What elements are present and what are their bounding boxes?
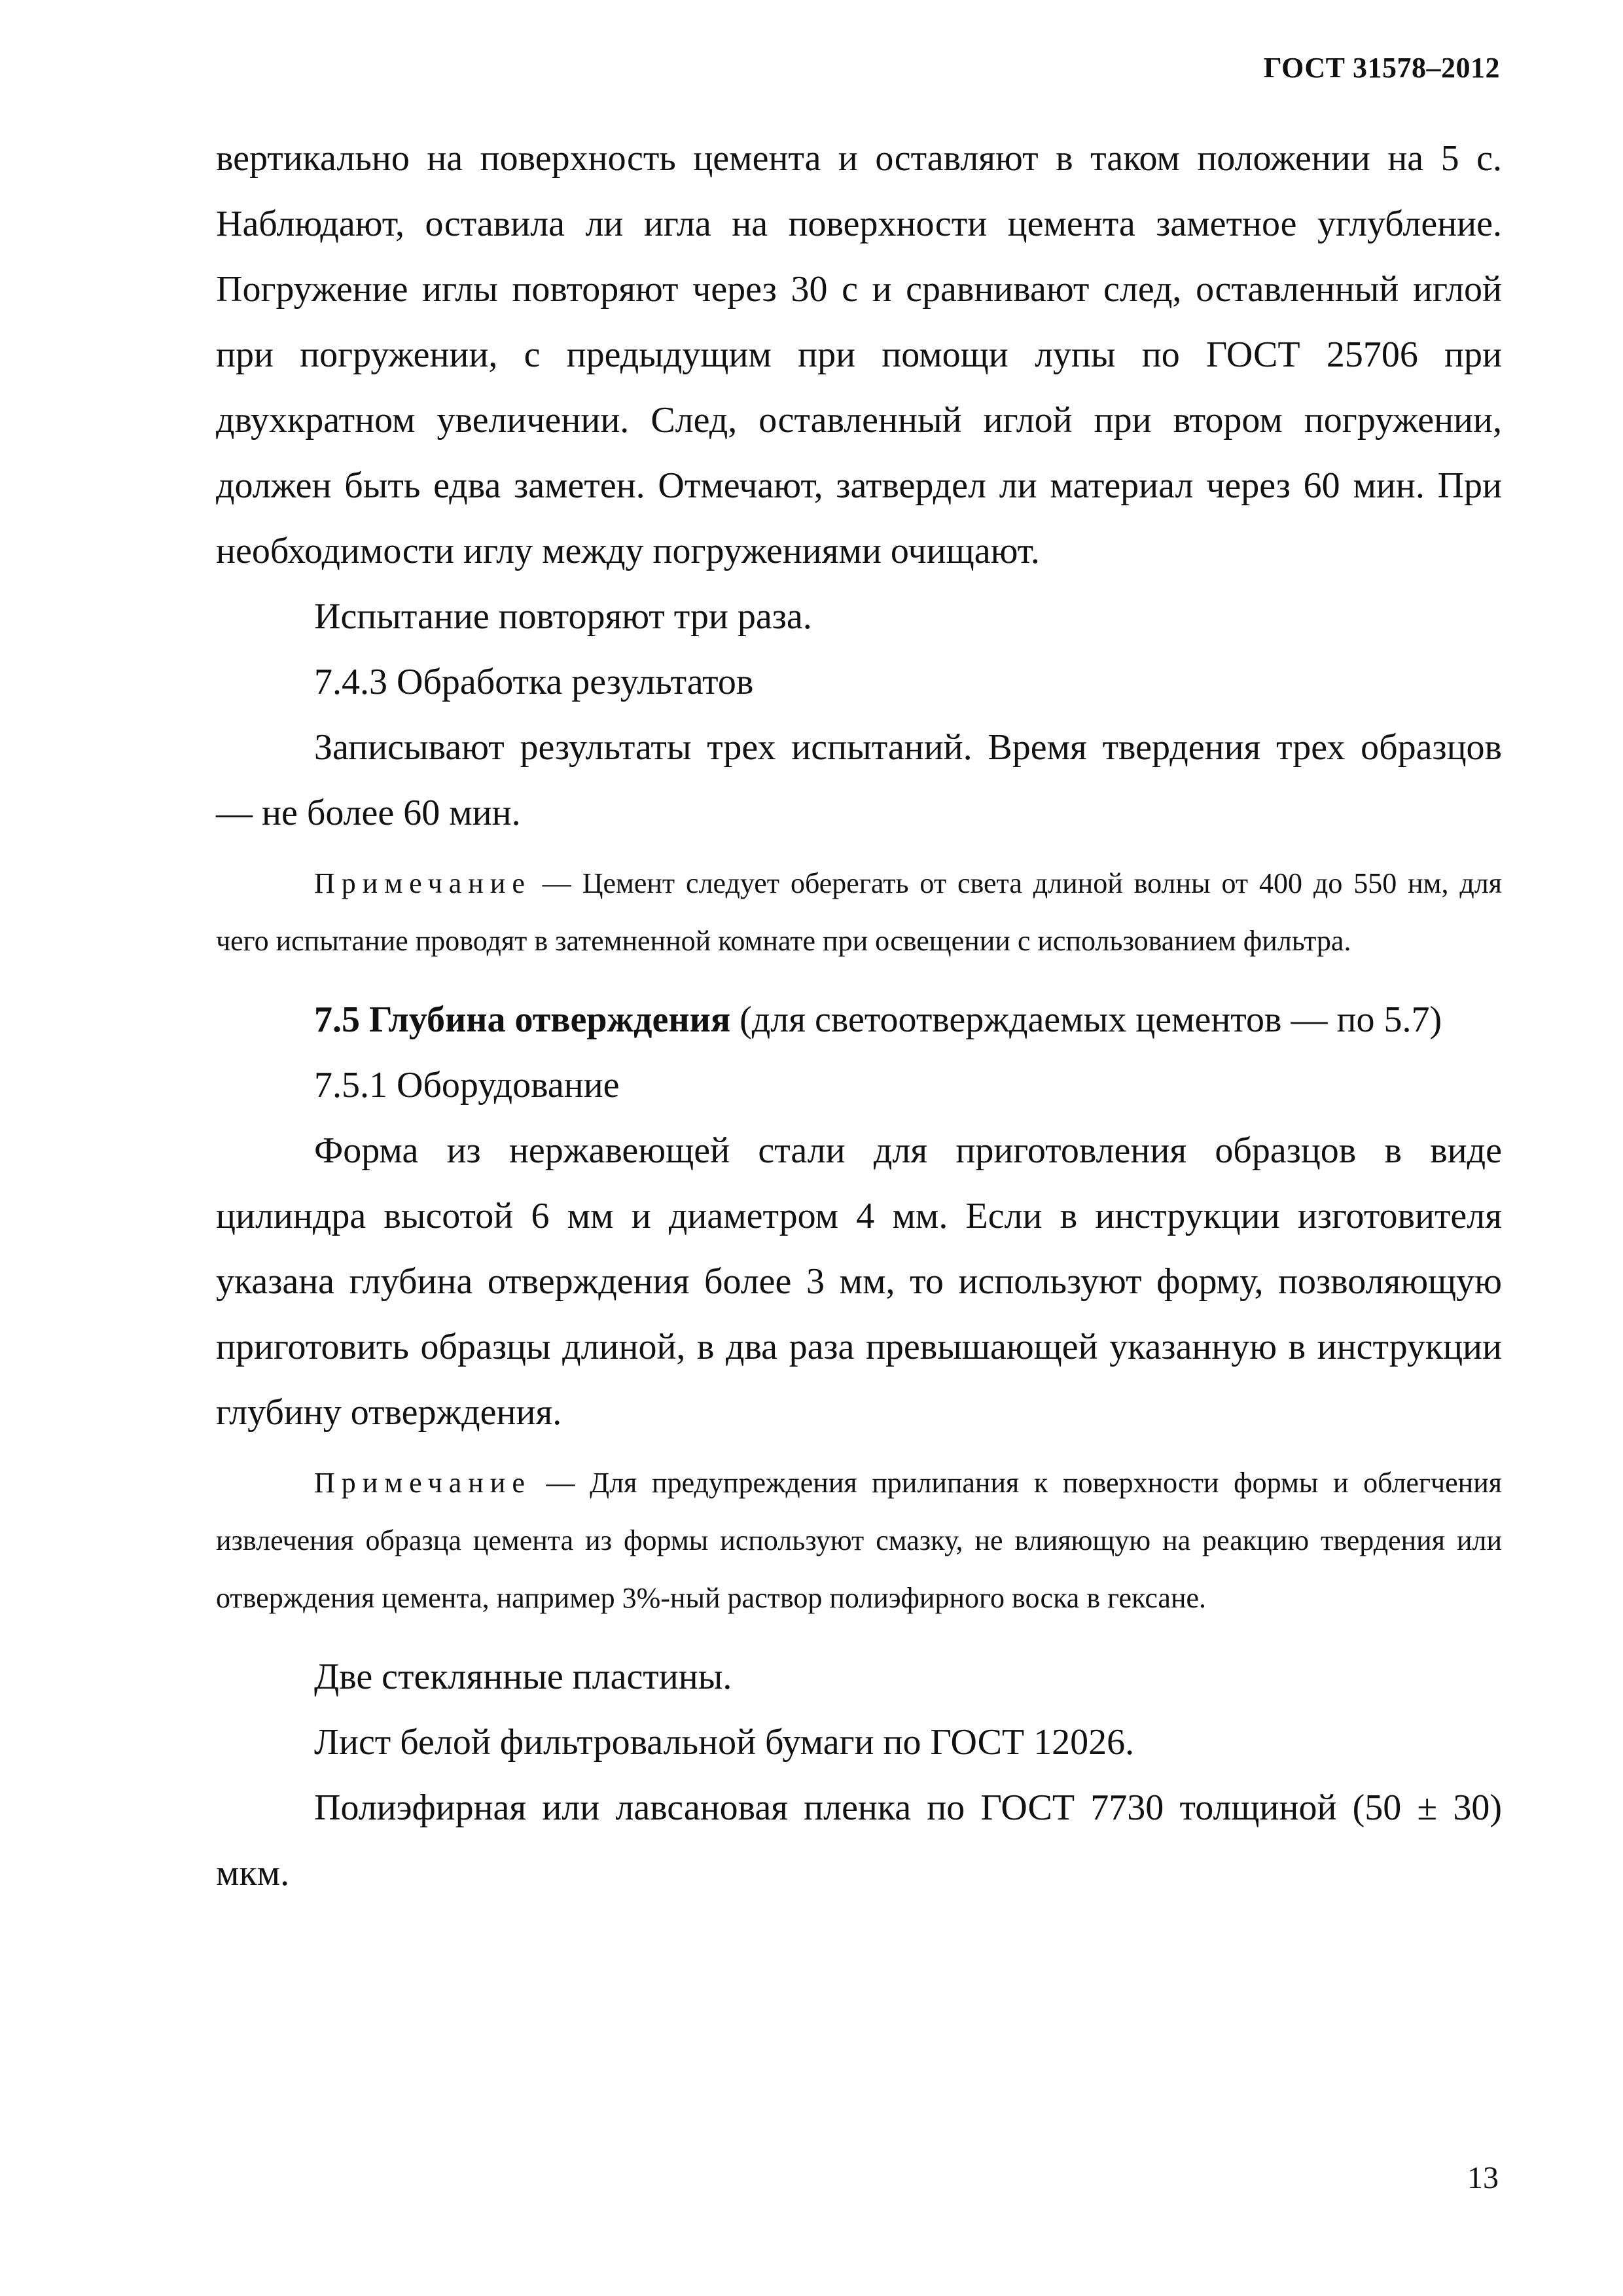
- section-heading-7-5-1: 7.5.1 Оборудование: [314, 1065, 620, 1105]
- note-text: — Цемент следует оберегать от света длиной волны от 400 до 550 нм, для чего испытание проводят в затемненной комнате при освещении с использованием фильтра.: [216, 867, 1502, 957]
- paragraph-polyester-film: Полиэфирная или лавсановая пленка по ГОСТ 7730 толщиной (50 ± 30) мкм.: [216, 1787, 1502, 1893]
- paragraph-steel-mold: Форма из нержавеющей стали для приготовления образцов в виде цилиндра высотой 6 мм и диаметром 4 мм. Если в инструкции изготовителя указана глубина отверждения более 3 мм, то используют форму, позволяющую приготовить образцы длиной, в два раза превышающей указанную в инструкции глубину отверждения.: [216, 1130, 1502, 1433]
- paragraph-needle-procedure: вертикально на поверхность цемента и оставляют в таком положении на 5 с. Наблюдают, оставила ли игла на поверхности цемента заметное углубление. Погружение иглы повторяют через 30 с и сравнивают след, оставленный иглой при погружении, с предыдущим при помощи лупы по ГОСТ 25706 при двухкратном увеличении. След, оставленный иглой при втором погружении, должен быть едва заметен. Отмечают, затвердел ли материал через 60 мин. При необходимости иглу между погружениями очищают.: [216, 138, 1502, 571]
- note-light-protection: [216, 855, 1502, 970]
- paragraph-filter-paper: Лист белой фильтровальной бумаги по ГОСТ 12026.: [314, 1722, 1135, 1763]
- note-lubricant: [216, 1454, 1502, 1627]
- note-text: — Для предупреждения прилипания к поверхности формы и облегчения извлечения образца цемента из формы используют смазку, не влияющую на реакцию твердения или отверждения цемента, например 3%-ный раствор полиэфирного воска в гексане.: [216, 1467, 1502, 1614]
- paragraph-repeat-test: Испытание повторяют три раза.: [314, 596, 812, 637]
- section-heading-7-4-3: 7.4.3 Обработка результатов: [314, 662, 754, 702]
- document-body: [216, 126, 1502, 1906]
- section-title-rest: (для светоотверждаемых цементов — по 5.7): [730, 999, 1442, 1040]
- note-label: Примечание: [314, 867, 531, 899]
- section-heading-7-5: [216, 987, 1502, 1052]
- section-title-bold: 7.5 Глубина отверждения: [314, 999, 731, 1040]
- note-label: Примечание: [314, 1467, 531, 1499]
- page-number: 13: [1467, 2161, 1499, 2195]
- paragraph-results: Записывают результаты трех испытаний. Время твердения трех образцов — не более 60 мин.: [216, 727, 1502, 833]
- paragraph-glass-plates: Две стеклянные пластины.: [314, 1657, 732, 1697]
- document-header: ГОСТ 31578–2012: [1263, 52, 1500, 84]
